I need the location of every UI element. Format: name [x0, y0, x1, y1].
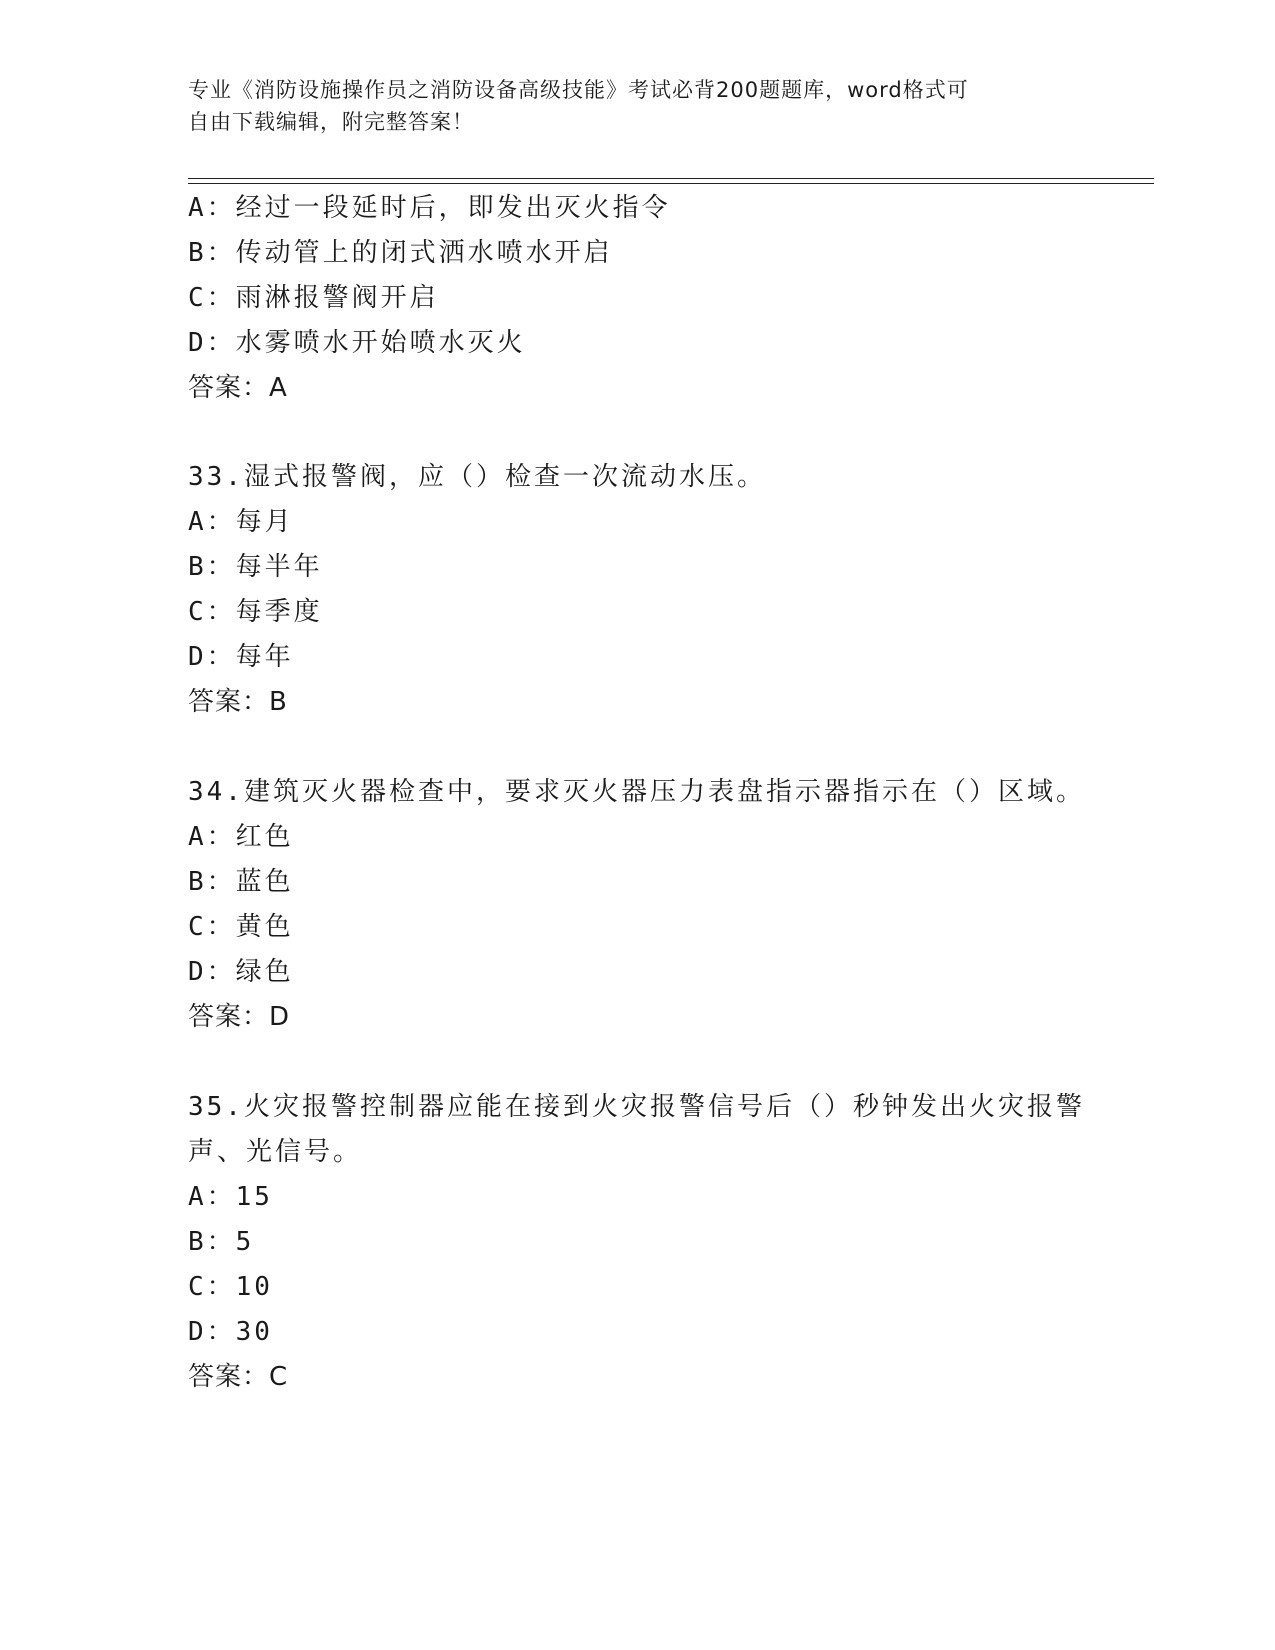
q32-option-c: C：雨淋报警阀开启 [188, 283, 439, 313]
header-rule-bottom [188, 183, 1154, 184]
q32-option-b: B：传动管上的闭式洒水喷水开启 [188, 238, 613, 268]
q33-option-a: A：每月 [188, 507, 294, 537]
header-line-1: 专业《消防设施操作员之消防设备高级技能》考试必背200题题库，word格式可 [188, 78, 969, 102]
q32-option-a: A：经过一段延时后，即发出灭火指令 [188, 193, 671, 223]
q33-answer: 答案：B [188, 687, 288, 717]
q34-stem: 34.建筑灭火器检查中，要求灭火器压力表盘指示器指示在（）区域。 [188, 777, 1085, 807]
q33-option-c: C：每季度 [188, 597, 323, 627]
q35-option-b: B：5 [188, 1227, 255, 1257]
q34-option-d: D：绿色 [188, 957, 294, 987]
header-rule-top [188, 178, 1154, 179]
q33-option-d: D：每年 [188, 642, 294, 672]
q35-option-d: D：30 [188, 1317, 273, 1347]
q35-stem-line-2: 声、光信号。 [188, 1137, 363, 1167]
q34-option-b: B：蓝色 [188, 867, 294, 897]
q35-option-a: A：15 [188, 1182, 273, 1212]
q32-answer: 答案：A [188, 373, 288, 403]
document-header [188, 74, 1088, 138]
q33-option-b: B：每半年 [188, 552, 323, 582]
q35-answer: 答案：C [188, 1362, 289, 1392]
header-line-2: 自由下载编辑，附完整答案！ [188, 110, 474, 134]
q34-option-c: C：黄色 [188, 912, 294, 942]
q33-stem: 33.湿式报警阀，应（）检查一次流动水压。 [188, 462, 766, 492]
q35-stem-line-1: 35.火灾报警控制器应能在接到火灾报警信号后（）秒钟发出火灾报警 [188, 1092, 1085, 1122]
q34-option-a: A：红色 [188, 822, 294, 852]
q35-option-c: C：10 [188, 1272, 273, 1302]
q34-answer: 答案：D [188, 1002, 291, 1032]
q32-option-d: D：水雾喷水开始喷水灭火 [188, 328, 526, 358]
